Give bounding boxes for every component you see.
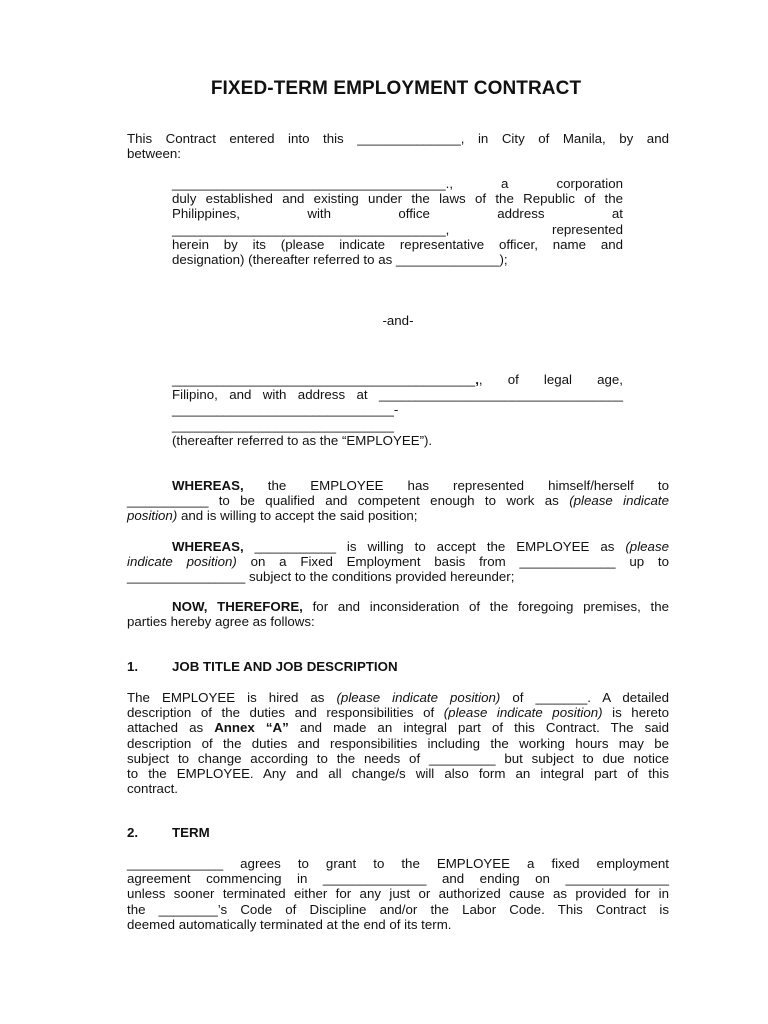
and-separator: -and- [382,313,414,328]
employee-line-2: Filipino, and with address at _________________________________ [172,387,623,403]
whereas1-line-2-text: ___________ to be qualified and competent enough to work as [127,493,570,509]
employee-party-paragraph [172,372,623,448]
employer-line-4: _____________________________________, represented [172,221,623,237]
whereas2-line-1 [127,539,669,554]
whereas-paragraph-2 [127,539,669,585]
section-2-title: TERM [172,825,210,840]
employer-name-blank: _____________________________________ [172,176,446,191]
whereas1-line-2-italic: (please indicate [569,493,669,509]
section1-l2-text: description of the duties and responsibilities of [127,705,444,721]
section-2-paragraph [127,856,669,932]
section1-line-2 [127,705,669,720]
employer-line-3: Philippines, with office address at [172,206,623,222]
now-therefore-line-1 [127,599,669,614]
section2-line-1: _____________ agrees to grant to the EMPLOYEE a fixed employment [127,856,669,871]
whereas1-rest: the EMPLOYEE has represented himself/herself to [243,478,669,493]
section1-line-1 [127,690,669,705]
employer-line-6: designation) (thereafter referred to as ______________); [172,252,508,268]
section2-line-3: unless sooner terminated either for any just or authorized cause as provided for in [127,886,669,902]
section1-line-4: description of the duties and responsibilities including the working hours may be [127,735,669,751]
section1-l1-tail: of _______. A detailed [500,690,669,705]
now-therefore-paragraph [127,599,669,629]
section-2-number: 2. [127,825,139,840]
employee-line-5: (thereafter referred to as the “EMPLOYEE”). [172,432,433,448]
employee-line-1 [172,372,623,387]
document-title: FIXED-TERM EMPLOYMENT CONTRACT [210,78,582,99]
section2-line-5: deemed automatically terminated at the end of its term. [127,916,452,932]
whereas1-line-3-italic: position) [127,508,178,524]
whereas1-lead: WHEREAS, [172,478,244,493]
employee-line-3: ______________________________- [172,402,399,418]
section-1-heading [127,659,398,674]
employee-line-4: ______________________________ [172,417,394,433]
whereas1-line-3 [127,508,669,523]
section1-l1-italic: (please indicate position) [336,690,501,705]
employee-legal-age-text: , of legal age, [478,372,623,387]
section-1-title: JOB TITLE AND JOB DESCRIPTION [172,659,398,674]
employer-line-1 [172,176,623,191]
whereas-paragraph-1 [127,478,669,524]
section1-annex-label: Annex “A” [214,720,289,736]
intro-line-2: between: [127,146,181,162]
section-2-heading [127,825,210,840]
section1-l3-tail: and made an integral part of this Contract. The said [288,720,669,736]
whereas2-line-3: ________________ subject to the conditions provided hereunder; [127,569,515,585]
whereas1-line-2 [127,493,669,508]
section-1-number: 1. [127,659,139,674]
section1-line-6: to the EMPLOYEE. Any and all change/s will also form an integral part of this [127,766,669,782]
whereas2-line-2-text: on a Fixed Employment basis from _____________ up to [236,554,669,570]
section2-line-2: agreement commencing in ______________ and ending on ______________ [127,871,669,887]
whereas2-line-1-italic: (please [625,539,669,554]
now-therefore-rest: for and inconsideration of the foregoing premises, the [302,599,669,614]
employer-corporation-text: ., a corporation [445,176,623,191]
employer-party-paragraph [172,176,623,267]
section1-l2-italic: (please indicate position) [443,705,603,721]
section-1-paragraph [127,690,669,796]
whereas2-line-1-text: ___________ is willing to accept the EMPLOYEE as [243,539,626,554]
section1-line-7: contract. [127,781,178,797]
whereas2-lead: WHEREAS, [172,539,244,554]
employee-name-blank: _________________________________________ [172,372,476,387]
section1-line-3 [127,720,669,735]
section1-l3-text: attached as [127,720,215,736]
now-therefore-lead: NOW, THEREFORE, [172,599,303,614]
whereas1-line-1 [127,478,669,493]
whereas2-line-2-italic: indicate position) [127,554,237,570]
employee-comma: , [475,372,479,387]
section2-line-4: the ________’s Code of Discipline and/or the Labor Code. This Contract is [127,901,669,917]
whereas1-line-3-text: and is willing to accept the said position; [177,508,418,524]
intro-paragraph [127,131,669,161]
section1-line-5: subject to change according to the needs of _________ but subject to due notice [127,750,669,766]
section1-l1-text: The EMPLOYEE is hired as [127,690,337,705]
employer-line-5: herein by its (please indicate representative officer, name and [172,236,623,252]
now-therefore-line-2: parties hereby agree as follows: [127,614,315,630]
intro-line-1: This Contract entered into this ______________, in City of Manila, by and [127,131,669,146]
section1-l2-tail: is hereto [602,705,669,721]
employer-line-2: duly established and existing under the laws of the Republic of the [172,191,623,207]
whereas2-line-2 [127,554,669,569]
